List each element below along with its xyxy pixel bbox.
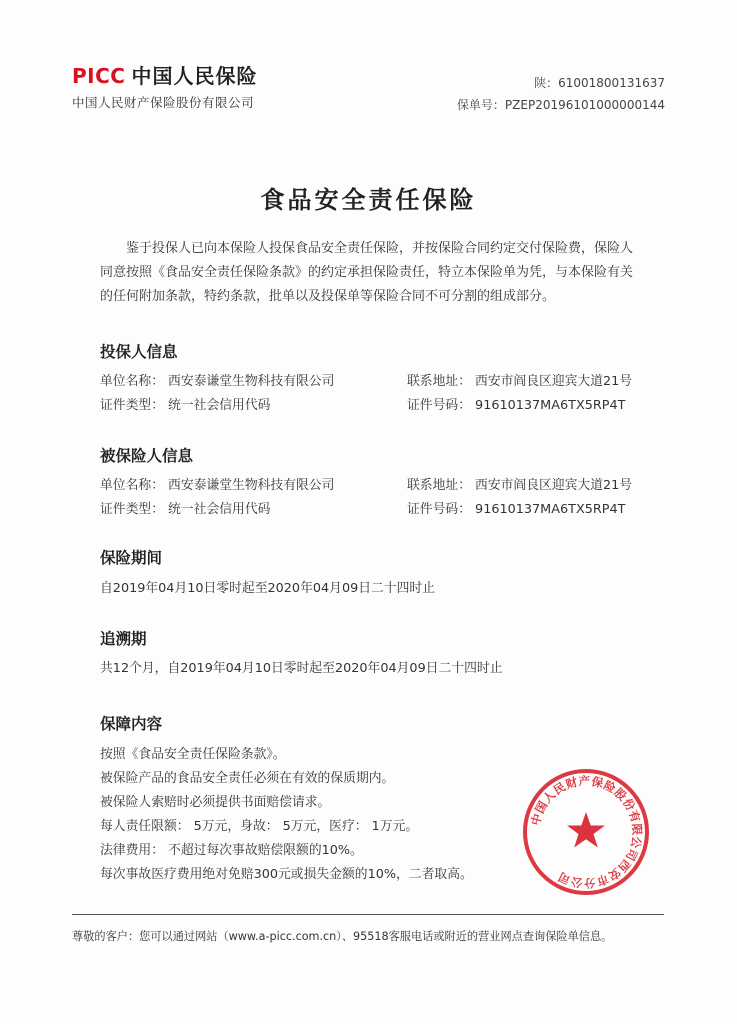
insured-address: 联系地址： 西安市阎良区迎宾大道21号	[407, 478, 633, 493]
coverage-line: 按照《食品安全责任保险条款》。	[100, 747, 286, 762]
company-name: 中国人民财产保险股份有限公司	[72, 95, 255, 110]
retro-text: 共12个月，自2019年04月10日零时起至2020年04月09日二十四时止	[100, 661, 503, 676]
period-text: 自2019年04月10日零时起至2020年04月09日二十四时止	[100, 581, 436, 596]
seal-star-icon	[567, 812, 605, 848]
footer-notice: 尊敬的客户：您可以通过网站（www.a-picc.com.cn）、95518客服电话或附近的营业网点查询保险单信息。	[72, 930, 613, 943]
coverage-line: 每次事故医疗费用绝对免赔300元或损失金额的10%，二者取高。	[100, 867, 473, 882]
applicant-address: 联系地址： 西安市阎良区迎宾大道21号	[407, 374, 633, 389]
applicant-unit-name: 单位名称： 西安泰谦堂生物科技有限公司	[100, 374, 335, 389]
insured-unit-name: 单位名称： 西安泰谦堂生物科技有限公司	[100, 478, 335, 493]
company-seal	[521, 767, 651, 897]
picc-logo	[72, 64, 257, 88]
applicant-heading: 投保人信息	[100, 343, 178, 361]
insured-id-number: 证件号码： 91610137MA6TX5RP4T	[407, 502, 626, 517]
coverage-heading: 保障内容	[100, 715, 163, 733]
coverage-line: 被保险产品的食品安全责任必须在有效的保质期内。	[100, 771, 395, 786]
coverage-line: 每人责任限额： 5万元，身故： 5万元，医疗： 1万元。	[100, 819, 419, 834]
document-title: 食品安全责任保险	[260, 185, 477, 214]
shaan-code: 陕：61001800131637	[534, 76, 665, 90]
footer-divider	[72, 914, 664, 915]
brand-name: 中国人民保险	[131, 64, 258, 88]
applicant-id-number: 证件号码： 91610137MA6TX5RP4T	[407, 398, 626, 413]
policy-number: 保单号：PZEP20196101000000144	[456, 98, 665, 112]
intro-paragraph: 鉴于投保人已向本保险人投保食品安全责任保险，并按保险合同约定交付保险费，保险人同意按照《食品安全责任保险条款》的约定承担保险责任，特立本保险单为凭，与本保险有关的任何附加条款，特约条款，批单以及投保单等保险合同不可分割的组成部分。	[100, 241, 634, 304]
insured-id-type: 证件类型： 统一社会信用代码	[100, 502, 271, 517]
seal-text: 中国人民财产保险股份有限公司西安市分公司	[528, 773, 645, 891]
picc-logo-text: PICC	[72, 64, 126, 88]
retro-heading: 追溯期	[100, 630, 147, 648]
insured-heading: 被保险人信息	[100, 447, 194, 465]
coverage-line: 被保险人索赔时必须提供书面赔偿请求。	[100, 795, 331, 810]
coverage-line: 法律费用： 不超过每次事故赔偿限额的10%。	[100, 843, 363, 858]
period-heading: 保险期间	[100, 549, 163, 567]
applicant-id-type: 证件类型： 统一社会信用代码	[100, 398, 271, 413]
